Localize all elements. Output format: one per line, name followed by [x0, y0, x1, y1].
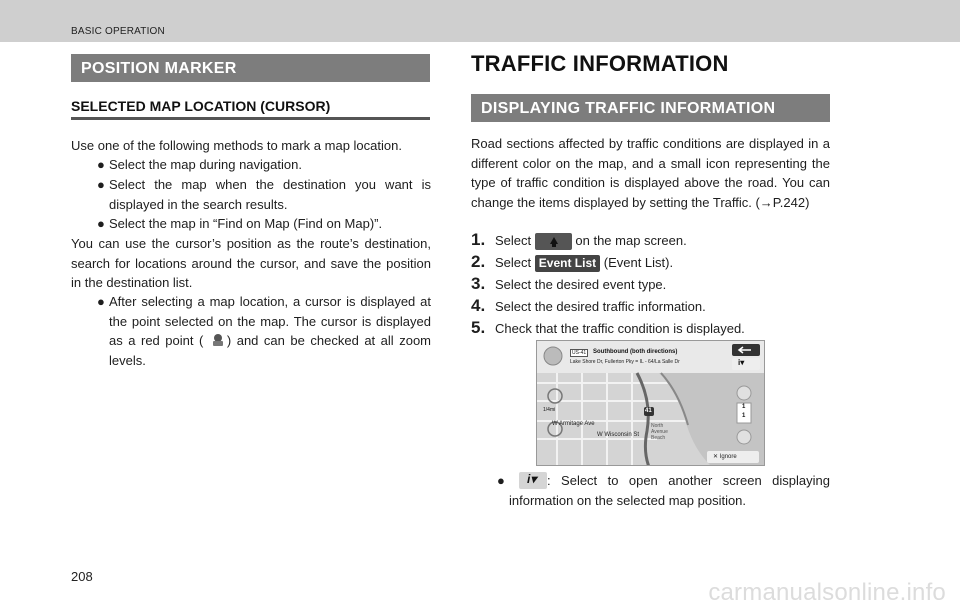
cursor-point-icon [210, 332, 226, 348]
method-item-1: ● Select the map during navigation. [97, 157, 302, 172]
route-badge: US-41 [572, 350, 587, 356]
position-marker-banner: POSITION MARKER [71, 54, 430, 82]
street-label-1: W Armitage Ave [552, 421, 595, 427]
intro-text: Use one of the following methods to mark a map location. [71, 138, 402, 153]
header-bar [0, 0, 960, 42]
area-label: North Avenue Beach [651, 423, 668, 441]
displaying-traffic-banner: DISPLAYING TRAFFIC INFORMATION [471, 94, 830, 122]
traffic-paragraph: Road sections affected by traffic conditions are displayed in a different color on the map, and a small icon representing the type of traffic condition is displayed above the road. You can change the items displayed by setting the Traffic. (→P.242) [471, 136, 830, 210]
traffic-button-icon [535, 233, 572, 250]
method-item-2: ● Select the map when the destination you want is displayed in the search results. [97, 177, 431, 212]
counter-top: 1 [742, 404, 746, 410]
event-list-button: Event List [535, 255, 600, 272]
info-note: ● : Select to open another screen displaying information on the selected map position. [497, 473, 830, 508]
traffic-information-title: TRAFFIC INFORMATION [471, 51, 729, 76]
method-item-3: ● Select the map in “Find on Map (Find on Map)”. [97, 216, 383, 231]
step-3: 3. Select the desired event type. [471, 274, 667, 293]
page-number: 208 [71, 569, 93, 584]
subheading-rule [71, 117, 430, 120]
selected-location-subheading: SELECTED MAP LOCATION (CURSOR) [71, 98, 331, 114]
route-shield: 41 [645, 408, 652, 414]
cursor-note: ● After selecting a map location, a cursor is displayed at the point selected on the map. The cursor is displayed as a red point ( ) and can be checked at all zoom levels. [97, 294, 431, 368]
watermark: carmanualsonline.info [708, 579, 946, 606]
traffic-map-screenshot [536, 340, 765, 466]
info-icon[interactable]: i▾ [738, 358, 745, 367]
cursor-paragraph: You can use the cursor’s position as the route’s destination, search for locations around the cursor, and save the position in the destination list. [71, 236, 431, 290]
section-title: BASIC OPERATION [71, 26, 165, 37]
ignore-button[interactable]: ✕ Ignore [713, 454, 737, 460]
step-4: 4. Select the desired traffic information. [471, 296, 706, 315]
direction-text: Southbound (both directions) [593, 349, 678, 355]
step-1: 1. Select on the map screen. [471, 230, 687, 249]
location-text: Lake Shore Dr, Fullerton Pky = IL - 64/La Salle Dr [570, 359, 680, 365]
step-2: 2. Select Event List (Event List). [471, 252, 674, 271]
info-button-icon: i▾ [519, 472, 547, 489]
counter-bottom: 1 [742, 413, 746, 419]
street-label-2: W Wisconsin St [597, 432, 640, 438]
step-5: 5. Check that the traffic condition is displayed. [471, 318, 745, 337]
map-scale: 1/4mi [543, 407, 556, 413]
